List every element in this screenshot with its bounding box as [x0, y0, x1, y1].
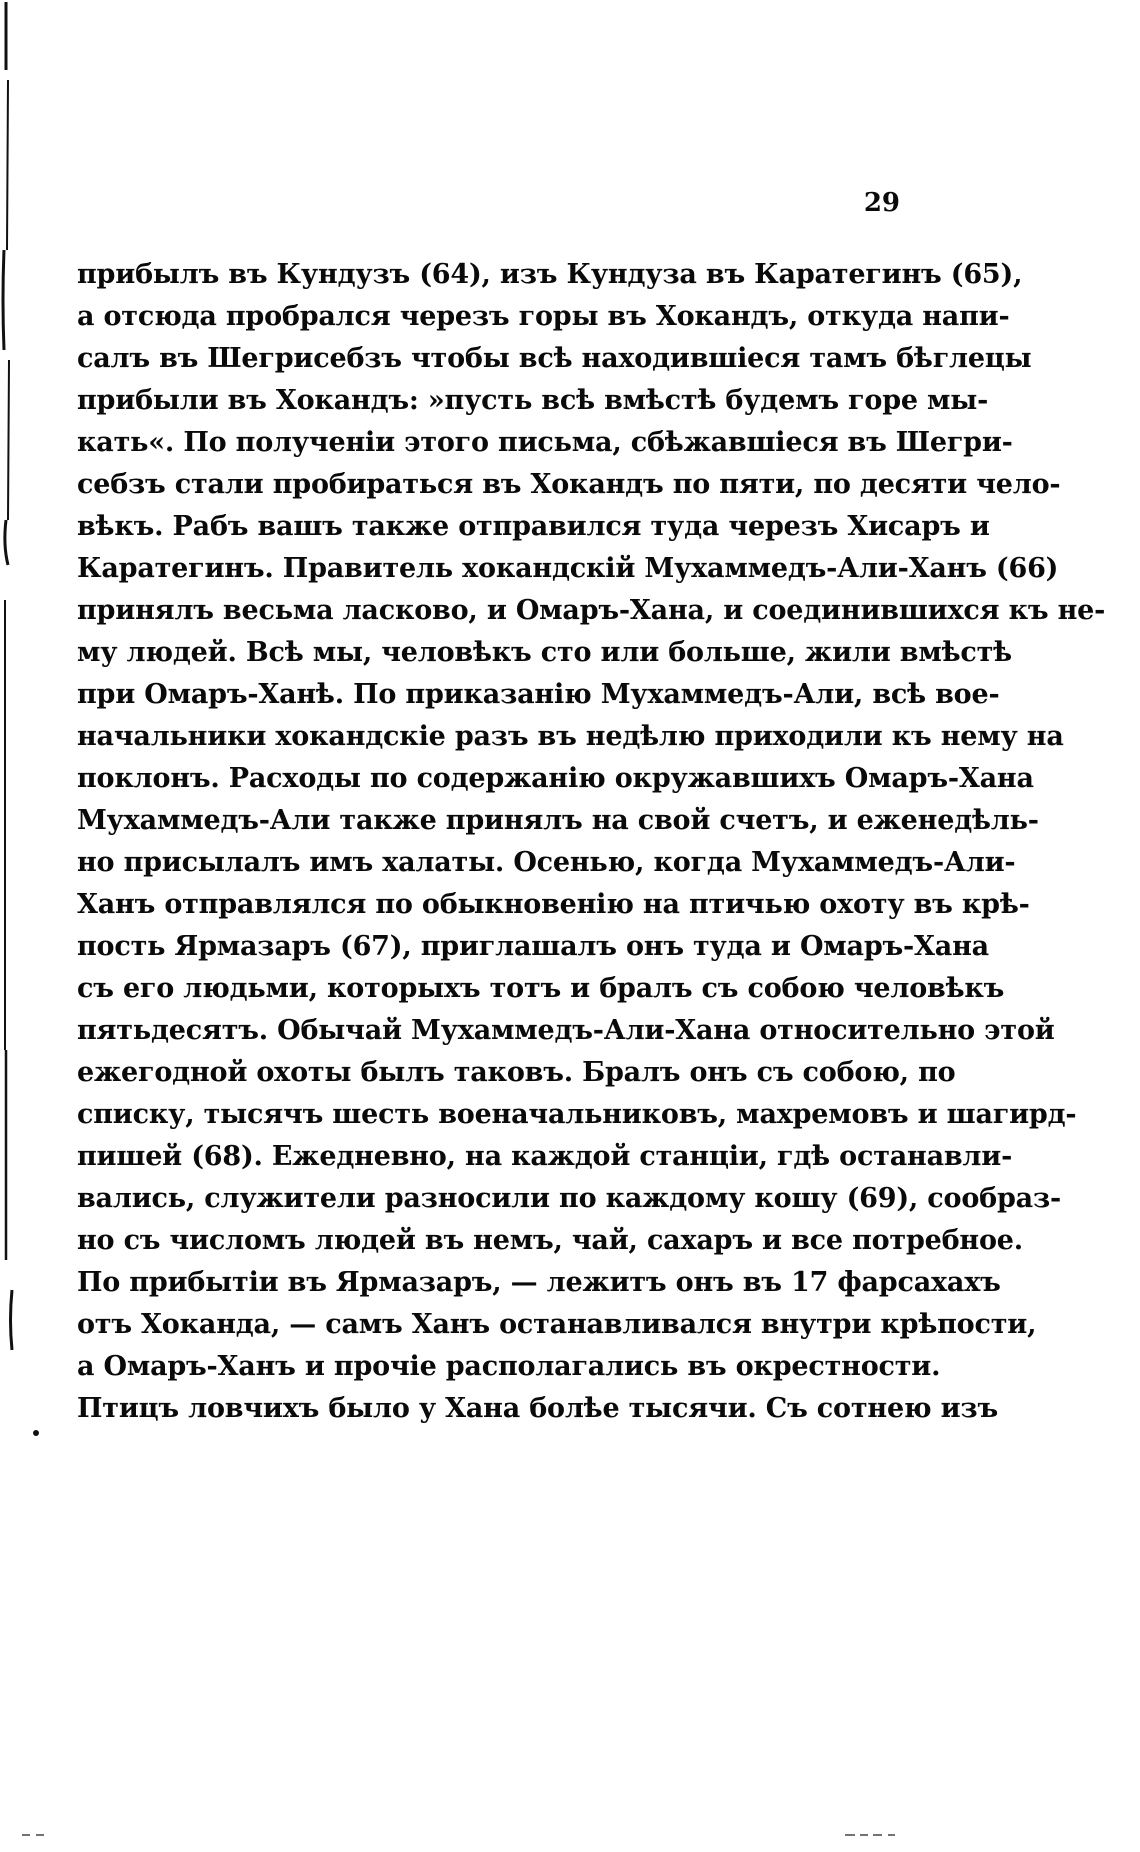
text-line: кать«. По полученіи этого письма, сбѣжавшіеся въ Шегри-	[77, 427, 1013, 458]
text-line: пятьдесятъ. Обычай Мухаммедъ-Али-Хана относительно этой	[77, 1015, 1055, 1046]
text-line: но присылалъ имъ халаты. Осенью, когда Мухаммедъ-Али-	[77, 847, 1016, 878]
page-number: 29	[863, 188, 900, 218]
text-line: принялъ весьма ласково, и Омаръ-Хана, и соединившихся къ не-	[77, 595, 1106, 626]
text-line: начальники хокандскіе разъ въ недѣлю приходили къ нему на	[77, 721, 1064, 752]
text-line: списку, тысячъ шесть военачальниковъ, махремовъ и шагирд-	[77, 1099, 1077, 1130]
text-line: себзъ стали пробираться въ Хокандъ по пяти, по десяти чело-	[77, 469, 1061, 500]
body-text	[77, 254, 1106, 1430]
text-line: при Омаръ-Ханѣ. По приказанію Мухаммедъ-Али, всѣ вое-	[77, 679, 1000, 710]
text-line: пость Ярмазаръ (67), приглашалъ онъ туда и Омаръ-Хана	[77, 931, 989, 962]
text-line: но съ числомъ людей въ немъ, чай, сахаръ и все потребное.	[77, 1225, 1023, 1256]
text-line: вались, служители разносили по каждому кошу (69), сообраз-	[77, 1183, 1061, 1214]
text-line: пишей (68). Ежедневно, на каждой станціи, гдѣ останавли-	[77, 1141, 1013, 1172]
text-line: прибылъ въ Кундузъ (64), изъ Кундуза въ Каратегинъ (65),	[77, 259, 1023, 290]
text-line: ежегодной охоты былъ таковъ. Бралъ онъ съ собою, по	[77, 1057, 956, 1088]
page-edge-binding-marks	[0, 0, 40, 1852]
text-line: отъ Хоканда, — самъ Ханъ останавливался внутри крѣпости,	[77, 1309, 1037, 1340]
text-line: Птицъ ловчихъ было у Хана болѣе тысячи. Съ сотнею изъ	[77, 1393, 998, 1424]
text-line: Ханъ отправлялся по обыкновенію на птичью охоту въ крѣ-	[77, 889, 1030, 920]
text-line: прибыли въ Хокандъ: »пусть всѣ вмѣстѣ будемъ горе мы-	[77, 385, 989, 416]
text-line: Каратегинъ. Правитель хокандскій Мухаммедъ-Али-Ханъ (66)	[77, 553, 1059, 584]
text-line: салъ въ Шегрисебзъ чтобы всѣ находившіеся тамъ бѣглецы	[77, 343, 1032, 374]
text-line: По прибытіи въ Ярмазаръ, — лежитъ онъ въ 17 фарсахахъ	[77, 1267, 1001, 1298]
text-line: а Омаръ-Ханъ и прочіе располагались въ окрестности.	[77, 1351, 941, 1382]
text-line: му людей. Всѣ мы, человѣкъ сто или больше, жили вмѣстѣ	[77, 637, 1012, 668]
scan-footer-marks	[0, 1830, 1140, 1840]
text-line: съ его людьми, которыхъ тотъ и бралъ съ собою человѣкъ	[77, 973, 1005, 1004]
text-line: Мухаммедъ-Али также принялъ на свой счетъ, и еженедѣль-	[77, 805, 1039, 836]
text-line: вѣкъ. Рабъ вашъ также отправился туда черезъ Хисаръ и	[77, 511, 990, 542]
text-line: поклонъ. Расходы по содержанію окружавшихъ Омаръ-Хана	[77, 763, 1034, 794]
text-line: а отсюда пробрался черезъ горы въ Хокандъ, откуда напи-	[77, 301, 1010, 332]
